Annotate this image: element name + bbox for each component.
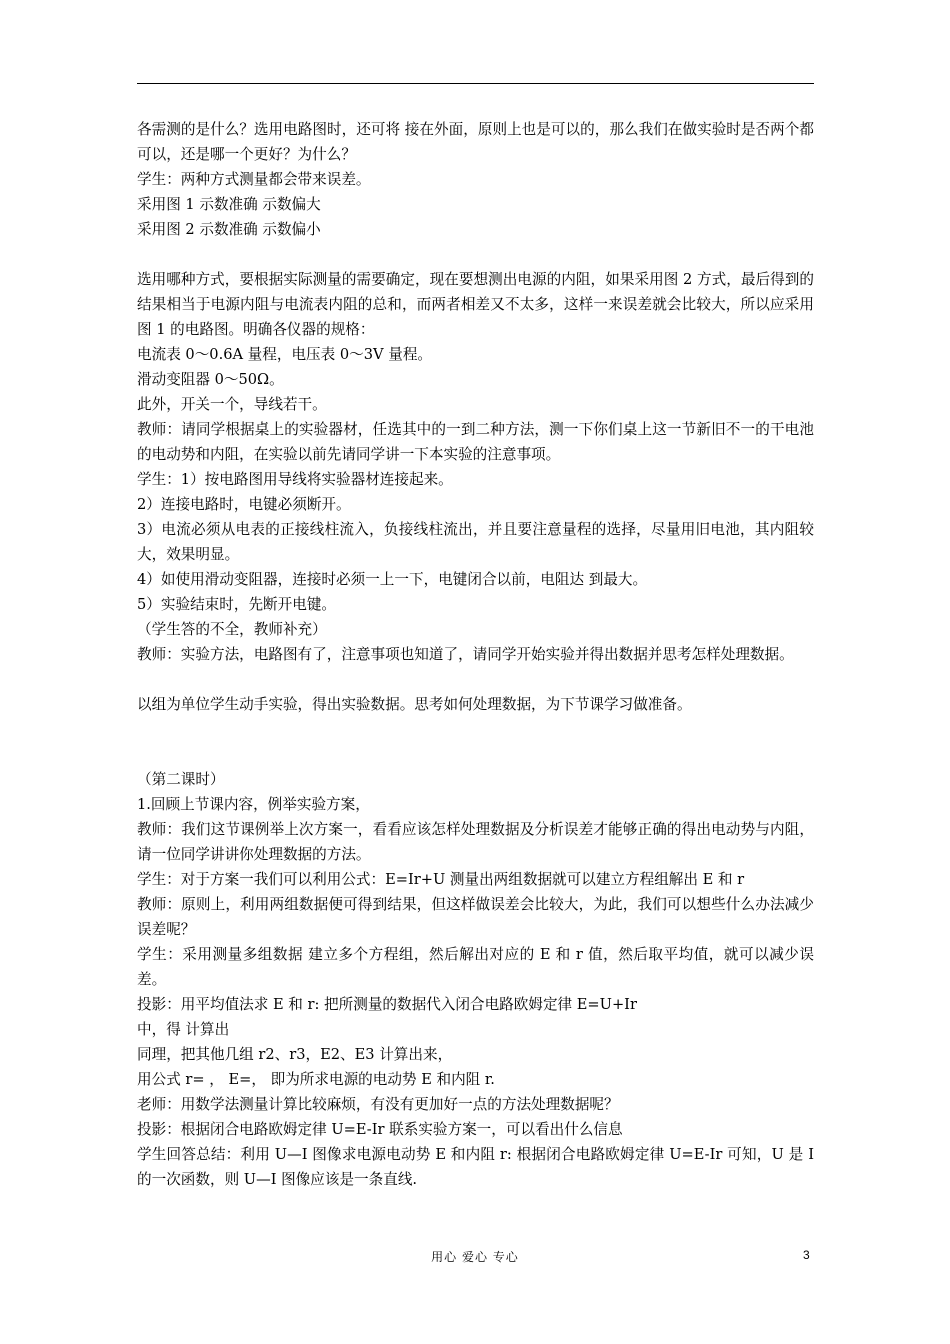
- paragraph: 1.回顾上节课内容，例举实验方案，: [137, 796, 370, 813]
- paragraph: 学生：两种方式测量都会带来误差。: [137, 171, 371, 188]
- paragraph: 教师：我们这节课例举上次方案一，看看应该怎样处理数据及分析误差才能够正确的得出电动势与内阻，请一位同学讲讲你处理数据的方法。: [137, 821, 814, 863]
- paragraph: 学生：对于方案一我们可以利用公式：E=Ir+U 测量出两组数据就可以建立方程组解出 E 和 r: [137, 871, 745, 888]
- paragraph: （学生答的不全，教师补充）: [137, 621, 327, 638]
- paragraph: 投影：用平均值法求 E 和 r: 把所测量的数据代入闭合电路欧姆定律 E=U+Ir: [137, 996, 637, 1013]
- footer-motto: 用心 爱心 专心: [431, 1250, 519, 1264]
- paragraph: 4）如使用滑动变阻器，连接时必须一上一下，电键闭合以前，电阻达 到最大。: [137, 571, 648, 588]
- paragraph: 教师：原则上，利用两组数据便可得到结果，但这样做误差会比较大，为此，我们可以想些什么办法减少误差呢？: [137, 896, 814, 938]
- paragraph: 5）实验结束时，先断开电键。: [137, 596, 337, 613]
- paragraph: 3）电流必须从电表的正接线柱流入，负接线柱流出，并且要注意量程的选择，尽量用旧电池，其内阻较大，效果明显。: [137, 521, 814, 563]
- paragraph: 同理，把其他几组 r2、r3，E2、E3 计算出来，: [137, 1046, 453, 1063]
- blank-line: [137, 242, 814, 267]
- paragraph: 教师：实验方法，电路图有了，注意事项也知道了，请同学开始实验并得出数据并思考怎样处理数据。: [137, 646, 794, 663]
- paragraph: 学生回答总结：利用 U—I 图像求电源电动势 E 和内阻 r: 根据闭合电路欧姆定律 U=E-Ir 可知，U 是 I 的一次函数，则 U—I 图像应该是一条直线.: [137, 1146, 814, 1188]
- paragraph: 此外，开关一个，导线若干。: [137, 396, 327, 413]
- section-heading: （第二课时）: [137, 771, 225, 788]
- paragraph: 各需测的是什么？选用电路图时，还可将 接在外面，原则上也是可以的，那么我们在做实验时是否两个都可以，还是哪一个更好？为什么？: [137, 121, 814, 163]
- paragraph: 选用哪种方式，要根据实际测量的需要确定，现在要想测出电源的内阻，如果采用图 2 方式，最后得到的结果相当于电源内阻与电流表内阻的总和，而两者相差又不太多，这样一来误差就会比较大，所以应采用图 1 的电路图。明确各仪器的规格：: [137, 271, 814, 338]
- paragraph: 教师：请同学根据桌上的实验器材，任选其中的一到二种方法，测一下你们桌上这一节新旧不一的干电池的电动势和内阻，在实验以前先请同学讲一下本实验的注意事项。: [137, 421, 814, 463]
- paragraph: 滑动变阻器 0～50Ω。: [137, 371, 284, 388]
- paragraph: 用公式 r= ， E=， 即为所求电源的电动势 E 和内阻 r.: [137, 1071, 495, 1088]
- paragraph: 采用图 1 示数准确 示数偏大: [137, 196, 321, 213]
- paragraph: 老师：用数学法测量计算比较麻烦，有没有更加好一点的方法处理数据呢？: [137, 1096, 619, 1113]
- paragraph: 投影：根据闭合电路欧姆定律 U=E-Ir 联系实验方案一，可以看出什么信息: [137, 1121, 623, 1138]
- paragraph: 学生：1）按电路图用导线将实验器材连接起来。: [137, 471, 453, 488]
- paragraph: 以组为单位学生动手实验，得出实验数据。思考如何处理数据，为下节课学习做准备。: [137, 696, 692, 713]
- paragraph: 中，得 计算出: [137, 1021, 230, 1038]
- blank-line: [137, 667, 814, 692]
- page-number: 3: [803, 1248, 810, 1262]
- paragraph: 电流表 0～0.6A 量程，电压表 0～3V 量程。: [137, 346, 433, 363]
- paragraph: 采用图 2 示数准确 示数偏小: [137, 221, 321, 238]
- blank-line: [137, 717, 814, 767]
- paragraph: 2）连接电路时，电键必须断开。: [137, 496, 351, 513]
- header-rule: [137, 83, 814, 84]
- document-body: [137, 117, 814, 1192]
- paragraph: 学生：采用测量多组数据 建立多个方程组，然后解出对应的 E 和 r 值，然后取平均值，就可以减少误差。: [137, 946, 814, 988]
